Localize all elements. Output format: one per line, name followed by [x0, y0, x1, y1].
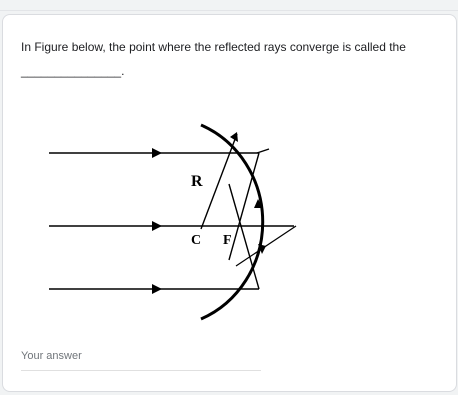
label-f: F	[223, 233, 232, 248]
page-top-strip	[0, 0, 458, 11]
normal-line	[201, 134, 237, 229]
reflected-ray-center	[236, 226, 296, 266]
arrow-bottom-incident	[152, 284, 162, 294]
mirror-point-top	[257, 149, 269, 153]
question-card	[2, 14, 457, 392]
answer-placeholder: Your answer	[21, 350, 82, 362]
reflected-ray-bottom	[229, 184, 259, 289]
arrow-top-incident	[152, 148, 162, 158]
concave-mirror	[201, 125, 263, 319]
question-blank: _______________.	[21, 64, 125, 78]
question-text	[21, 35, 451, 83]
label-c: C	[191, 233, 202, 248]
concave-mirror-figure	[49, 114, 309, 330]
reflected-ray-top	[229, 153, 259, 260]
answer-field[interactable]	[21, 349, 261, 371]
label-r: R	[191, 173, 203, 190]
arrow-center-incident	[152, 221, 162, 231]
question-prompt: In Figure below, the point where the reflected rays converge is called the	[21, 40, 406, 54]
